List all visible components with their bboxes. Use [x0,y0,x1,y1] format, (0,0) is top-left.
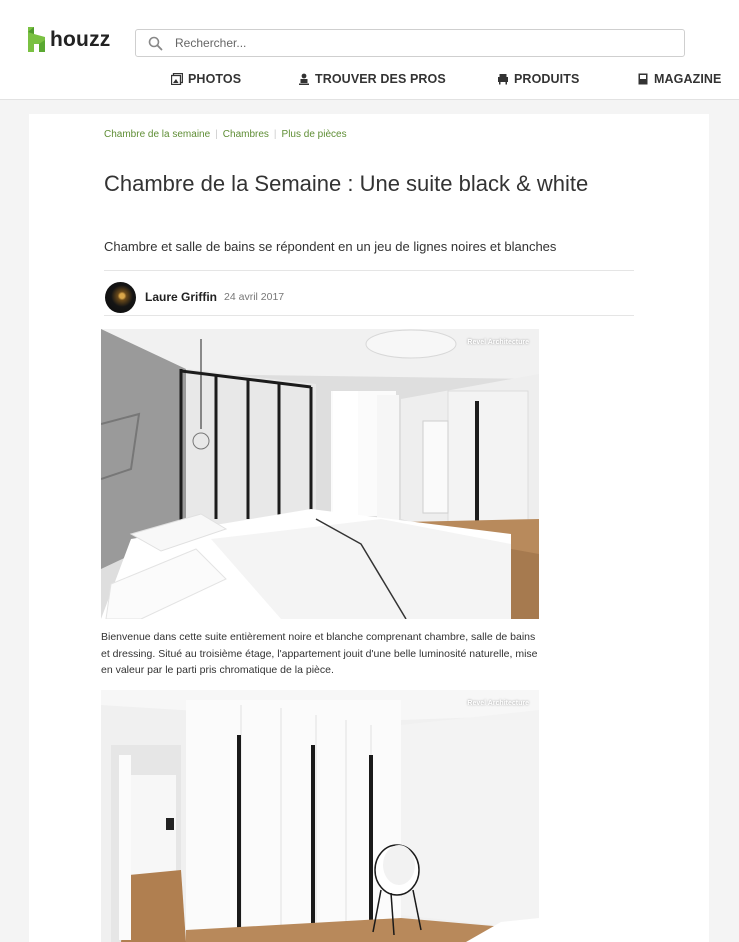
publish-date: 24 avril 2017 [224,291,285,303]
search-input[interactable] [175,36,655,50]
article-subtitle: Chambre et salle de bains se répondent en un jeu de lignes noires et blanches [104,239,557,254]
divider [104,315,634,316]
bedroom-photo-image [101,329,539,619]
breadcrumb-chambres[interactable]: Chambres [222,129,269,140]
photo-credit: Revel Architecture [467,700,529,707]
nav-pros[interactable] [298,72,446,86]
photo-credit: Revel Architecture [467,339,529,346]
avatar[interactable] [105,282,136,313]
nav-pros-label: TROUVER DES PROS [315,72,446,86]
article-photo-bedroom[interactable] [101,329,539,619]
dressing-photo-image [101,690,539,942]
author-row [105,281,284,313]
breadcrumb [104,129,347,140]
pro-icon [298,73,310,85]
divider [104,270,634,271]
logo-text: houzz [50,27,111,51]
nav-photos[interactable] [171,72,241,86]
photos-icon [171,73,183,85]
houzz-logo-icon [28,27,45,52]
author-name[interactable]: Laure Griffin [145,290,218,304]
breadcrumb-chambre-semaine[interactable]: Chambre de la semaine [104,129,211,140]
magazine-icon [637,73,649,85]
nav-magazine-label: MAGAZINE [654,72,722,86]
search-icon [148,36,163,51]
nav-magazine[interactable] [637,72,721,86]
breadcrumb-separator: | [215,129,218,140]
nav-products[interactable] [497,72,579,86]
article-card [29,114,709,942]
article-photo-dressing[interactable] [101,690,539,942]
breadcrumb-separator: | [273,129,277,140]
main-nav [0,72,739,90]
article-title: Chambre de la Semaine : Une suite black & white [104,171,589,196]
products-icon [497,73,509,85]
nav-photos-label: PHOTOS [188,72,242,86]
site-header [0,0,739,100]
search-bar[interactable] [135,29,685,57]
nav-products-label: PRODUITS [514,72,580,86]
photo-caption: Bienvenue dans cette suite entièrement noire et blanche comprenant chambre, salle de bains et dressing. Situé au troisième étage, l'appartement jouit d'une belle luminosité naturelle, mise en valeur par le parti pris chromatique de la pièce. [101,631,538,676]
breadcrumb-plus-pieces[interactable]: Plus de pièces [281,129,347,140]
houzz-logo[interactable] [28,27,110,52]
